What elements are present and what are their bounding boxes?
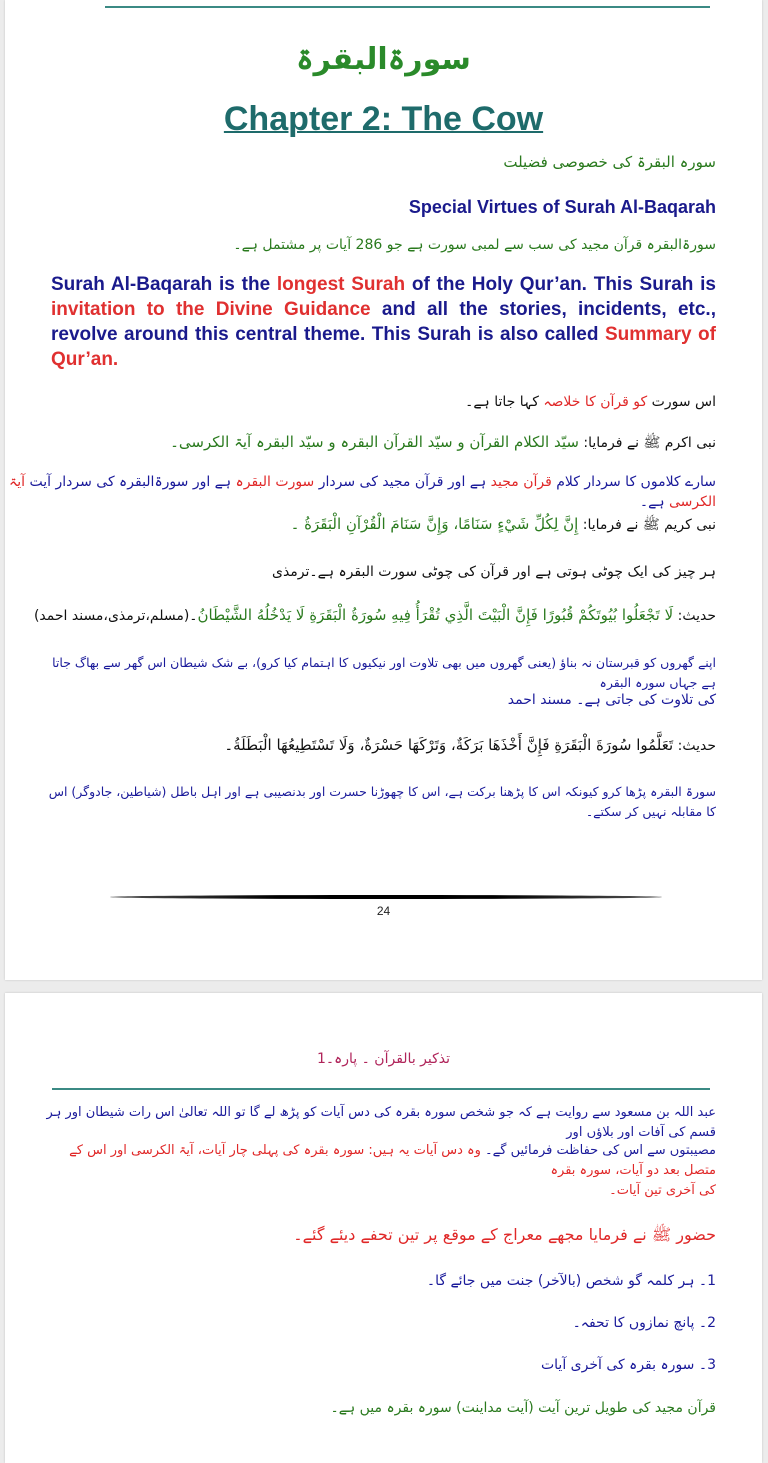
hadith-learn-translation: سورۃ البقرہ پڑھا کرو کیونکہ اس کا پڑھنا برکت ہے، اس کا چھوڑنا حسرت اور بدنصیبی ہے اور اہل باطل (شیاطین، جادوگر) اس کا مقابلہ نہیں کر سکتے۔ (48, 784, 716, 819)
highlight: قرآن مجید (490, 474, 552, 490)
longest-ayah-line: قرآن مجید کی طویل ترین آیت (آیت مداینت) سورہ بقرہ میں ہے۔ (330, 1400, 716, 1416)
footer-divider (110, 895, 662, 899)
arabic-hadith-text: لَا تَجْعَلُوا بُيُوتَكُمْ قُبُورًا فَإِنَّ الْبَيْتَ الَّذِي تُقْرَأُ فِيهِ سُورَةُ الْبَقَرَةِ لَا يَدْخُلُهُ الشَّيْطَانُ (197, 606, 674, 624)
miraj-gifts-intro: حضور ﷺ نے فرمایا مجھے معراج کے موقع پر تین تحفے دیئے گئے۔ (293, 1225, 716, 1244)
hadith-houses-graves (25, 605, 716, 626)
document-page-25 (5, 993, 762, 1463)
text: اس سورت (647, 394, 716, 410)
hadith-sanam (291, 514, 716, 535)
text: ہے اور سورۃالبقرہ کی سردار آیت (25, 474, 236, 490)
ibn-masud-para-line1: عبد اللہ بن مسعود سے روایت ہے کہ جو شخص سورہ بقرہ کی دس آیات کو پڑھ لے گا تو اللہ تعالیٰ اس رات شیطان اور ہر قسم کی آفات اور بلاؤں اور (46, 1105, 716, 1140)
header-divider (52, 1088, 710, 1090)
hadith-intro: نبی کریم ﷺ نے فرمایا: (578, 517, 716, 533)
hadith-sanam-translation: ہر چیز کی ایک چوٹی ہوتی ہے اور قرآن کی چوٹی سورت البقرہ ہے۔ترمذی (271, 564, 716, 580)
arabic-hadith-text: إِنَّ لِكُلِّ شَيْءٍ سَنَامًا، وَإِنَّ سَنَامَ الْقُرْآنِ الْبَقَرَةُ ۔ (290, 515, 579, 533)
chapter-title-text: Chapter 2: The Cow (223, 100, 544, 138)
gift-item-3: 3۔ سورہ بقرہ کی آخری آیات (540, 1357, 716, 1373)
chapter-title (5, 100, 762, 139)
surah-urdu-title: سورۃالبقرۃ (296, 42, 471, 77)
summary-of-quran-line (465, 392, 716, 412)
highlight-divine-guidance: invitation to the Divine Guidance (51, 299, 371, 320)
hadith-houses-translation-line2: کی تلاوت کی جاتی ہے۔ مسند احمد (507, 692, 716, 708)
hadith-intro: حدیث: (673, 738, 716, 754)
hadith-intro: نبی اکرم ﷺ نے فرمایا: (578, 435, 716, 451)
paragraph-text: Surah Al-Baqarah is the (51, 274, 277, 295)
english-subheading: Special Virtues of Surah Al-Baqarah (408, 197, 716, 217)
arabic-hadith-text: تَعَلَّمُوا سُورَةَ الْبَقَرَةِ فَإِنَّ أَخْذَهَا بَرَكَةٌ، وَتَرْكَهَا حَسْرَةٌ، وَلَا تَسْتَطِيعُهَا الْبَطَلَةُ۔ (224, 736, 674, 754)
hadith-houses-translation-line1: اپنے گھروں کو قبرستان نہ بناؤ (یعنی گھروں میں بھی تلاوت اور نیکیوں کا اہتمام کیا کرو)، بے شک شیطان اس گھر سے بھاگ جاتا ہے جہاں سورہ البقرہ (52, 655, 716, 690)
text: کہا جاتا ہے۔ (465, 394, 544, 410)
text: ہے اور قرآن مجید کی سردار (314, 474, 491, 490)
highlight: کو قرآن کا خلاصہ (543, 394, 648, 410)
text: سارے کلاموں کا سردار کلام (551, 474, 716, 490)
urdu-subheading: سورہ البقرۃ کی خصوصی فضیلت (503, 153, 716, 171)
highlight: سورت البقرہ (235, 474, 315, 490)
english-intro-paragraph (51, 272, 716, 372)
text: مصیبتوں سے اس کی حفاظت فرمائیں گے۔ (480, 1143, 716, 1158)
hadith-learn-baqarah (224, 735, 716, 756)
paragraph-text: and all the stories, incidents, etc., revolve around this central theme. This Surah is also called (51, 299, 716, 345)
ibn-masud-para-line2 (45, 1141, 716, 1181)
arabic-hadith-text: سیّد الکلام القرآن و سیّد القرآن البقرہ و سیّد البقرہ آیۃ الکرسی۔ (170, 433, 579, 451)
paragraph-text: of the Holy Qur’an. This Surah is (405, 274, 716, 295)
hadith-source: ۔(مسلم،ترمذی،مسند احمد) (33, 608, 198, 624)
running-header: تذکیر بالقرآن ۔ پارہ۔1 (316, 1051, 451, 1067)
hadith-sayyid-ul-kalam (170, 432, 716, 453)
urdu-286-ayat-line: سورۃالبقرہ قرآن مجید کی سب سے لمبی سورت ہے جو 286 آیات پر مشتمل ہے۔ (233, 237, 716, 253)
highlight-longest-surah: longest Surah (276, 274, 406, 295)
highlight-summary-of-quran: Summary of Qur’an. (51, 324, 716, 370)
text: ہے۔ (639, 494, 669, 510)
hadith-sayyid-translation (5, 472, 716, 512)
page-number: 24 (376, 904, 391, 918)
gift-item-2: 2۔ پانچ نمازوں کا تحفہ۔ (572, 1315, 716, 1331)
ibn-masud-para-line3: کی آخری تین آیات۔ (609, 1183, 716, 1198)
gift-item-1: 1۔ ہر کلمہ گو شخص (بالآخر) جنت میں جائے گا۔ (426, 1273, 716, 1289)
document-page-24 (5, 0, 762, 980)
top-divider (105, 6, 710, 8)
ten-ayat-list: وہ دس آیات یہ ہیں: سورہ بقرہ کی پہلی چار آیات، آیۃ الکرسی اور اس کے متصل بعد دو آیات، سورہ بقرہ (69, 1143, 716, 1178)
hadith-intro: حدیث: (673, 608, 716, 624)
highlight: آیۃ الکرسی (9, 474, 716, 510)
